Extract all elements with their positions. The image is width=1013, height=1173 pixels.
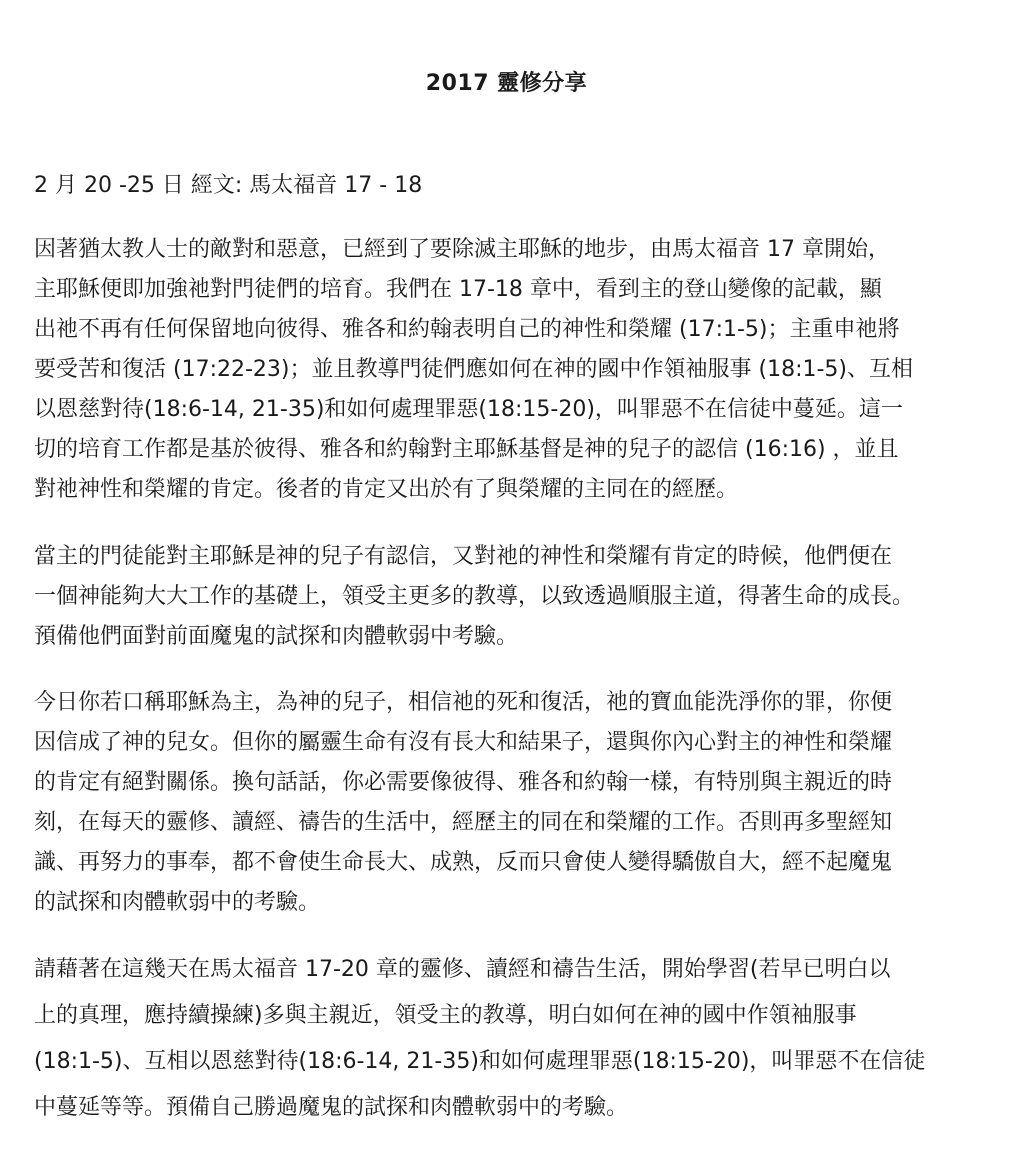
- paragraph-line: 請藉著在這幾天在馬太福音 17-20 章的靈修、讀經和禱告生活，開始學習(若早已明白以: [34, 957, 891, 982]
- paragraph-line: 要受苦和復活 (17:22-23)；並且教導門徒們應如何在神的國中作領袖服事 (18:1-5)、互相: [34, 357, 913, 382]
- paragraph-line: 因著猶太教人士的敵對和惡意，已經到了要除滅主耶穌的地步，由馬太福音 17 章開始，: [34, 237, 890, 262]
- paragraph-line: 因信成了神的兒女。但你的屬靈生命有沒有長大和結果子，還與你內心對主的神性和榮耀: [34, 730, 893, 755]
- paragraph-line: 預備他們面對前面魔鬼的試探和肉體軟弱中考驗。: [34, 624, 519, 649]
- paragraph-2: [34, 537, 984, 657]
- paragraph-line: 的肯定有絕對關係。換句話話，你必需要像彼得、雅各和約翰一樣，有特別與主親近的時: [34, 770, 893, 795]
- paragraph-1: [34, 230, 984, 510]
- paragraph-line: 一個神能夠大大工作的基礎上，領受主更多的教導，以致透過順服主道，得著生命的成長。: [34, 584, 915, 609]
- paragraph-line: 主耶穌便即加強祂對門徒們的培育。我們在 17-18 章中，看到主的登山變像的記載，顯: [34, 277, 882, 302]
- paragraph-line: 識、再努力的事奉，都不會使生命長大、成熟，反而只會使人變得驕傲自大，經不起魔鬼: [34, 850, 893, 875]
- paragraph-3: [34, 683, 984, 923]
- paragraph-line: 刻，在每天的靈修、讀經、禱告的生活中，經歷主的同在和榮耀的工作。否則再多聖經知: [34, 810, 893, 835]
- paragraph-line: 的試探和肉體軟弱中的考驗。: [34, 890, 321, 915]
- paragraph-line: 出祂不再有任何保留地向彼得、雅各和約翰表明自己的神性和榮耀 (17:1-5)；主重申祂將: [34, 317, 900, 342]
- paragraph-line: (18:1-5)、互相以恩慈對待(18:6-14, 21-35)和如何處理罪惡(18:15-20)，叫罪惡不在信徒: [34, 1049, 926, 1074]
- page-title: 2017 靈修分享: [425, 71, 588, 96]
- paragraph-line: 今日你若口稱耶穌為主，為神的兒子，相信祂的死和復活，祂的寶血能洗淨你的罪，你便: [34, 690, 893, 715]
- paragraph-line: 以恩慈對待(18:6-14, 21-35)和如何處理罪惡(18:15-20)，叫罪惡不在信徒中蔓延。這一: [34, 397, 903, 422]
- paragraph-line: 對祂神性和榮耀的肯定。後者的肯定又出於有了與榮耀的主同在的經歷。: [34, 477, 739, 502]
- paragraph-line: 切的培育工作都是基於彼得、雅各和約翰對主耶穌基督是神的兒子的認信 (16:16) ，並且: [34, 437, 899, 462]
- paragraph-line: 當主的門徒能對主耶穌是神的兒子有認信，又對祂的神性和榮耀有肯定的時候，他們便在: [34, 544, 893, 569]
- paragraph-line: 中蔓延等等。預備自己勝過魔鬼的試探和肉體軟弱中的考驗。: [34, 1095, 629, 1120]
- paragraph-line: 上的真理，應持續操練)多與主親近，領受主的教導，明白如何在神的國中作領袖服事: [34, 1003, 857, 1028]
- scripture-reference: 2 月 20 -25 日 經文: 馬太福音 17 - 18: [34, 173, 423, 198]
- paragraph-4: [34, 947, 984, 1131]
